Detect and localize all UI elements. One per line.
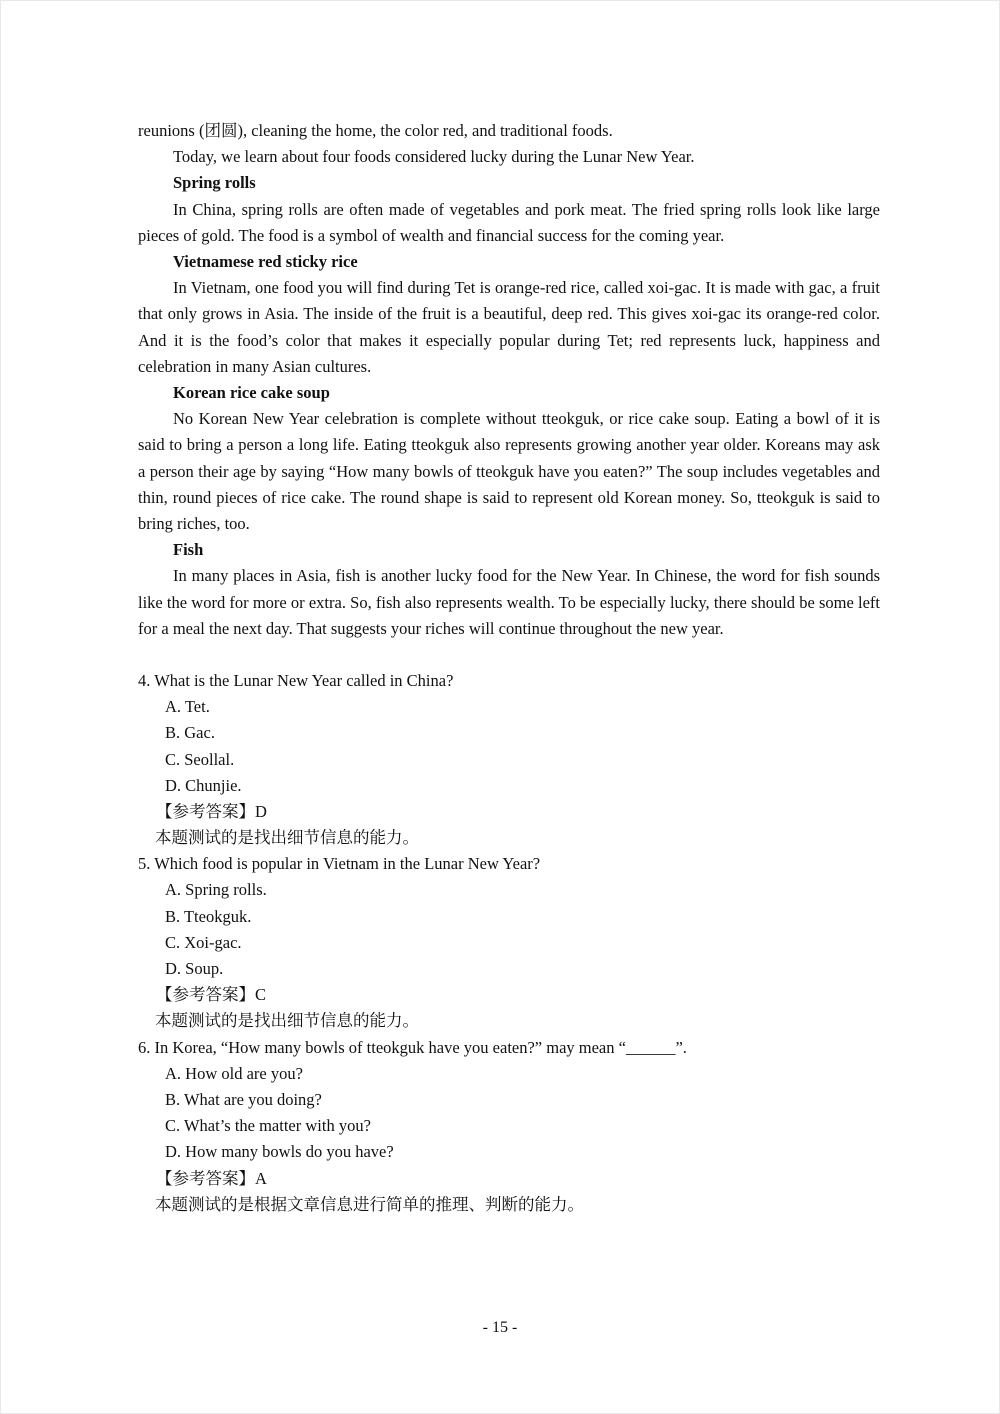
reference-answer: 【参考答案】D [156,802,267,822]
reference-answer: 【参考答案】C [156,985,267,1005]
section-heading-fish: Fish [173,540,204,560]
option-b: B. What are you doing? [165,1089,322,1109]
section-text-spring-rolls: In China, spring rolls are often made of vegetables and pork meat. The fried spring rolls look like large pieces of gold. The food is a symbol of wealth and financial success for the coming year. [138,199,880,245]
question-block-6 [138,1035,880,1218]
option-c: C. What’s the matter with you? [165,1116,371,1136]
option-d: D. How many bowls do you have? [165,1142,394,1162]
section-heading-sticky-rice: Vietnamese red sticky rice [173,252,358,272]
option-d: D. Soup. [165,959,224,979]
section-text-sticky-rice: In Vietnam, one food you will find during Tet is orange-red rice, called xoi-gac. It is made with gac, a fruit that only grows in Asia. The inside of the fruit is a beautiful, deep red. This gives xoi-gac its orange-red color. And it is the food’s color that makes it especially popular during Tet; red represents luck, happiness and celebration in many Asian cultures. [138,278,880,376]
passage-today-line: Today, we learn about four foods considered lucky during the Lunar New Year. [173,147,695,167]
question-stem: 4. What is the Lunar New Year called in China? [138,671,454,691]
section-heading-spring-rolls: Spring rolls [173,173,256,193]
reference-answer: 【参考答案】A [156,1168,267,1188]
option-a: A. Spring rolls. [165,880,267,900]
answer-explanation: 本题测试的是根据文章信息进行简单的推理、判断的能力。 [155,1194,584,1214]
question-block-5 [138,851,880,1034]
answer-explanation: 本题测试的是找出细节信息的能力。 [155,1011,419,1031]
option-b: B. Gac. [165,723,215,743]
option-c: C. Seollal. [165,749,235,769]
answer-explanation: 本题测试的是找出细节信息的能力。 [155,828,419,848]
section-text-fish: In many places in Asia, fish is another lucky food for the New Year. In Chinese, the word for fish sounds like the word for more or extra. So, fish also represents wealth. To be especially lucky, there should be some left for a meal the next day. That suggests your riches will continue throughout the new year. [138,566,880,638]
question-stem: 5. Which food is popular in Vietnam in the Lunar New Year? [138,854,541,874]
question-block-4 [138,668,880,851]
option-a: A. How old are you? [165,1063,303,1083]
passage-intro-line: reunions (团圆), cleaning the home, the color red, and traditional foods. [138,121,613,140]
page-content [138,118,880,1218]
page-number: - 15 - [482,1319,518,1336]
option-c: C. Xoi-gac. [165,932,242,952]
section-heading-rice-cake-soup: Korean rice cake soup [173,383,330,403]
section-text-rice-cake-soup: No Korean New Year celebration is complete without tteokguk, or rice cake soup. Eating a bowl of it is said to bring a person a long life. Eating tteokguk also represents growing another year older. Koreans may ask a person their age by saying “How many bowls of tteokguk have you eaten?” The soup includes vegetables and thin, round pieces of rice cake. The round shape is said to represent old Korean money. So, tteokguk is said to bring riches, too. [138,409,880,534]
option-d: D. Chunjie. [165,775,242,795]
option-a: A. Tet. [165,697,210,717]
option-b: B. Tteokguk. [165,906,252,926]
spacer [138,642,880,668]
question-stem: 6. In Korea, “How many bowls of tteokguk have you eaten?” may mean “______”. [138,1037,687,1057]
